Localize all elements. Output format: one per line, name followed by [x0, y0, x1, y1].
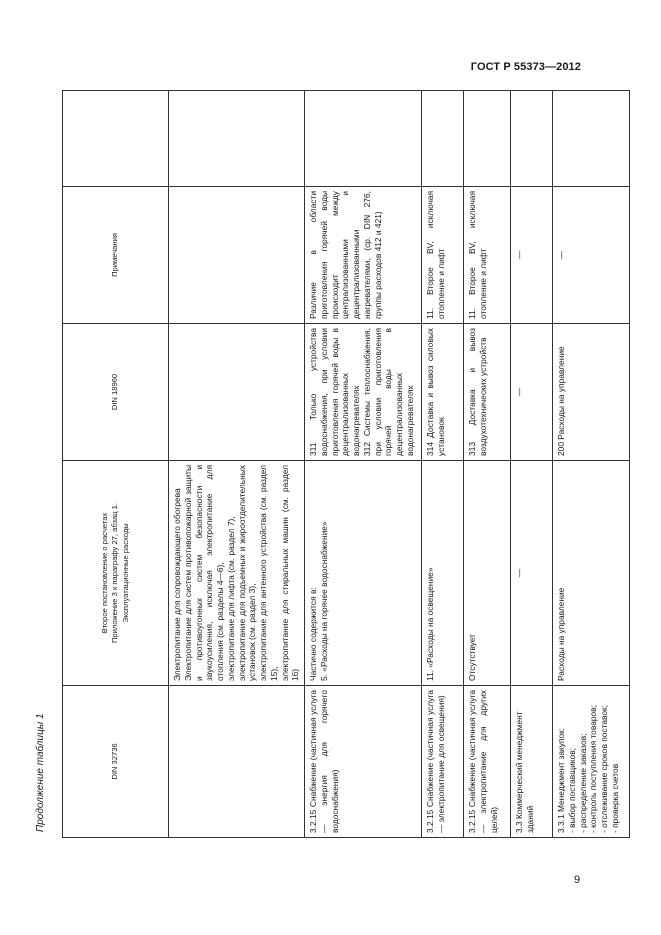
table-row: [305, 91, 422, 838]
cell: 200 Расходы на управление: [553, 324, 630, 461]
cell-empty: [169, 91, 305, 187]
cell: Расходы на управление: [553, 461, 630, 686]
cell: Электропитание для сопровождающего обогрева Электропитание для систем противопожарной защиты и противоугонных систем безопасности и звукоусиления, исключая электропитание для отопления (см. разделы 4—6), электропитание для лифта (см. раздел 7), электропитание для подъемных и жироотделительных установок (см. раздел 3), электропитание для антенного устройства (см. раздел 15), электропитание для стиральных машин (см. раздел 16): [169, 461, 305, 686]
cell: [169, 187, 305, 324]
header-notes: Примечания: [63, 187, 169, 324]
header-c2-line1: Второе постановление о расчетах: [100, 512, 110, 634]
table-row: [464, 91, 511, 838]
table-row: [511, 91, 553, 838]
cell: [169, 686, 305, 838]
header-row: [63, 91, 169, 838]
cell-empty: [305, 91, 422, 187]
cell: 3.2.15 Снабжение (частичная услуга — электропитание для освещения): [422, 686, 464, 838]
header-second-regulation: [63, 461, 169, 686]
cell: —: [511, 461, 553, 686]
cell: Отсутствует: [464, 461, 511, 686]
cell-empty: [422, 91, 464, 187]
cell: Различие в области приготовления горячей воды происходит между централизованными и децентрализованными нагревателями, (ср. DIN 276, группы расходов 412 и 421): [305, 187, 422, 324]
table-row: [422, 91, 464, 838]
page-number: 9: [574, 874, 581, 886]
cell: —: [511, 324, 553, 461]
table-row: [169, 91, 305, 838]
table-caption: Продолжение таблицы 1: [35, 713, 46, 832]
cell: 3.2.15 Снабжение (частичная услуга — электропитание для других целей): [464, 686, 511, 838]
cell: 11. Второе BV, исключая отопление и лифт: [422, 187, 464, 324]
cell: 311 Только устройства водоснабжения, при условии приготовления горячей воды в децентрализованных водонагревателях 312 Системы теплоснабжения, при условии приготовления горячей воды в децентрализованных водонагревателях: [305, 324, 422, 461]
cell-empty: [464, 91, 511, 187]
cell: Частично содержится в: 5. «Расходы на горячее водоснабжение»: [305, 461, 422, 686]
document-code: ГОСТ Р 55373—2012: [470, 61, 581, 73]
table-row: [553, 91, 630, 838]
header-c2-line3: Эксплуатационные расходы: [120, 523, 130, 623]
cell-empty: [553, 91, 630, 187]
cell: 11. Второе BV, исключая отопление и лифт: [464, 187, 511, 324]
cell: 3.3 Коммерческий менеджмент зданий: [511, 686, 553, 838]
header-c2-line2: Приложение 3 к параграфу 27, абзац 1.: [110, 502, 120, 644]
cell: 3.2.15 Снабжение (частичная услуга — энергия для горячего водоснабжения): [305, 686, 422, 838]
cell: 11. «Расходы на освещение»: [422, 461, 464, 686]
cell: 314 Доставка и вывоз силовых установок: [422, 324, 464, 461]
cell: —: [511, 187, 553, 324]
header-din18960: DIN 18960: [63, 324, 169, 461]
rotated-table-wrapper: [62, 91, 620, 838]
cell: —: [553, 187, 630, 324]
cell: [169, 324, 305, 461]
cell-empty: [511, 91, 553, 187]
cell: 3.3.1 Менеджмент закупок: - выбор поставщиков; - распределение заказов; - контроль поступления товаров; - отслеживание сроков поставок; - проверка счетов: [553, 686, 630, 838]
cell: 313 Доставка и вывоз воздухотехнических устройств: [464, 324, 511, 461]
comparison-table: [62, 90, 630, 838]
header-din32736: DIN 32736: [63, 686, 169, 838]
header-empty: [63, 91, 169, 187]
